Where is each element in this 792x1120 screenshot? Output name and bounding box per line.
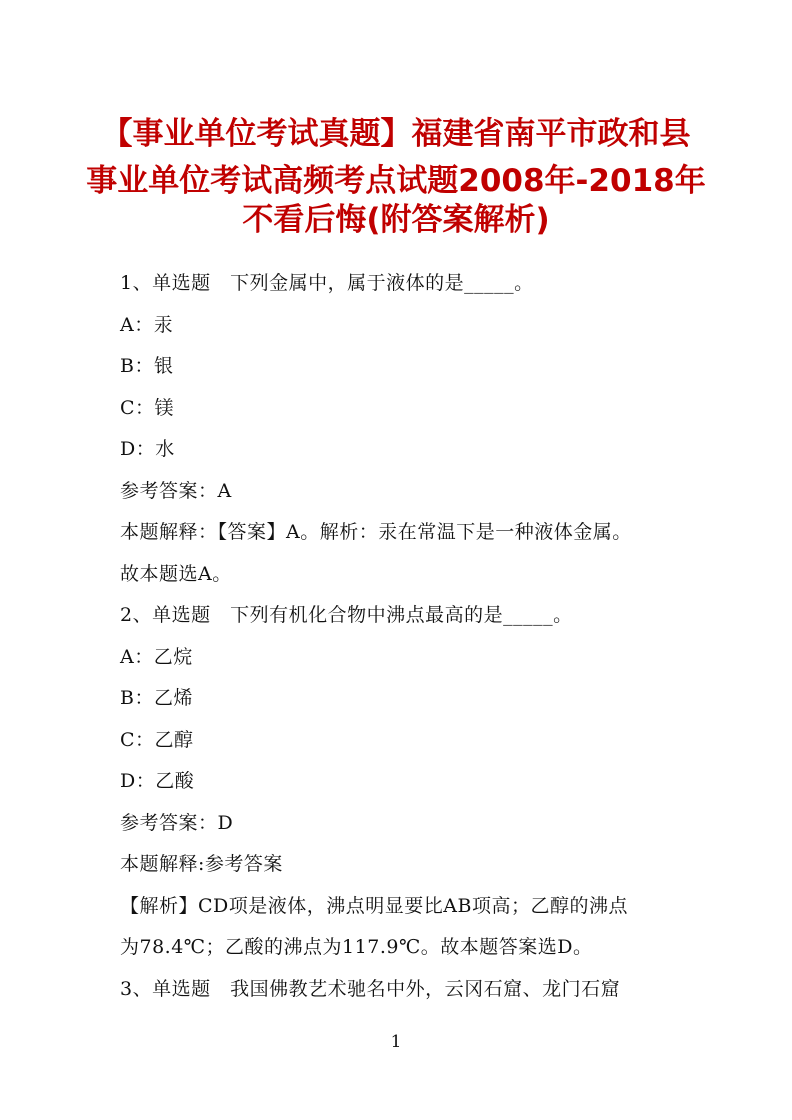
question-2-option-d: D：乙酸 — [120, 770, 195, 792]
question-2-option-c: C：乙醇 — [120, 729, 194, 751]
page-number: 1 — [390, 1032, 402, 1052]
question-2-analysis-cont: 为78.4℃；乙酸的沸点为117.9℃。故本题答案选D。 — [120, 936, 593, 958]
question-1-explanation-cont: 故本题选A。 — [120, 563, 232, 585]
title-line-3: 不看后悔(附答案解析) — [242, 202, 550, 238]
title-line-2: 事业单位考试高频考点试题2008年-2018年 — [86, 163, 706, 199]
question-1-answer: 参考答案：A — [120, 480, 232, 502]
title-line-1: 【事业单位考试真题】福建省南平市政和县 — [101, 116, 691, 152]
question-1-stem: 1、单选题 下列金属中，属于液体的是_____。 — [120, 272, 534, 294]
question-1-option-a: A：汞 — [120, 314, 174, 336]
question-1-explanation: 本题解释：【答案】A。解析：汞在常温下是一种液体金属。 — [120, 521, 632, 543]
question-2-explanation: 本题解释:参考答案 — [120, 853, 283, 875]
question-1-option-c: C：镁 — [120, 397, 175, 419]
question-3-stem: 3、单选题 我国佛教艺术驰名中外，云冈石窟、龙门石窟 — [120, 978, 621, 1000]
question-2-answer: 参考答案：D — [120, 812, 234, 834]
question-2-option-b: B：乙烯 — [120, 687, 193, 709]
question-2-analysis: 【解析】CD项是液体，沸点明显要比AB项高；乙醇的沸点 — [120, 895, 628, 917]
question-1-option-d: D：水 — [120, 438, 175, 460]
question-2-option-a: A：乙烷 — [120, 646, 193, 668]
question-1-option-b: B：银 — [120, 355, 174, 377]
question-2-stem: 2、单选题 下列有机化合物中沸点最高的是_____。 — [120, 604, 573, 626]
